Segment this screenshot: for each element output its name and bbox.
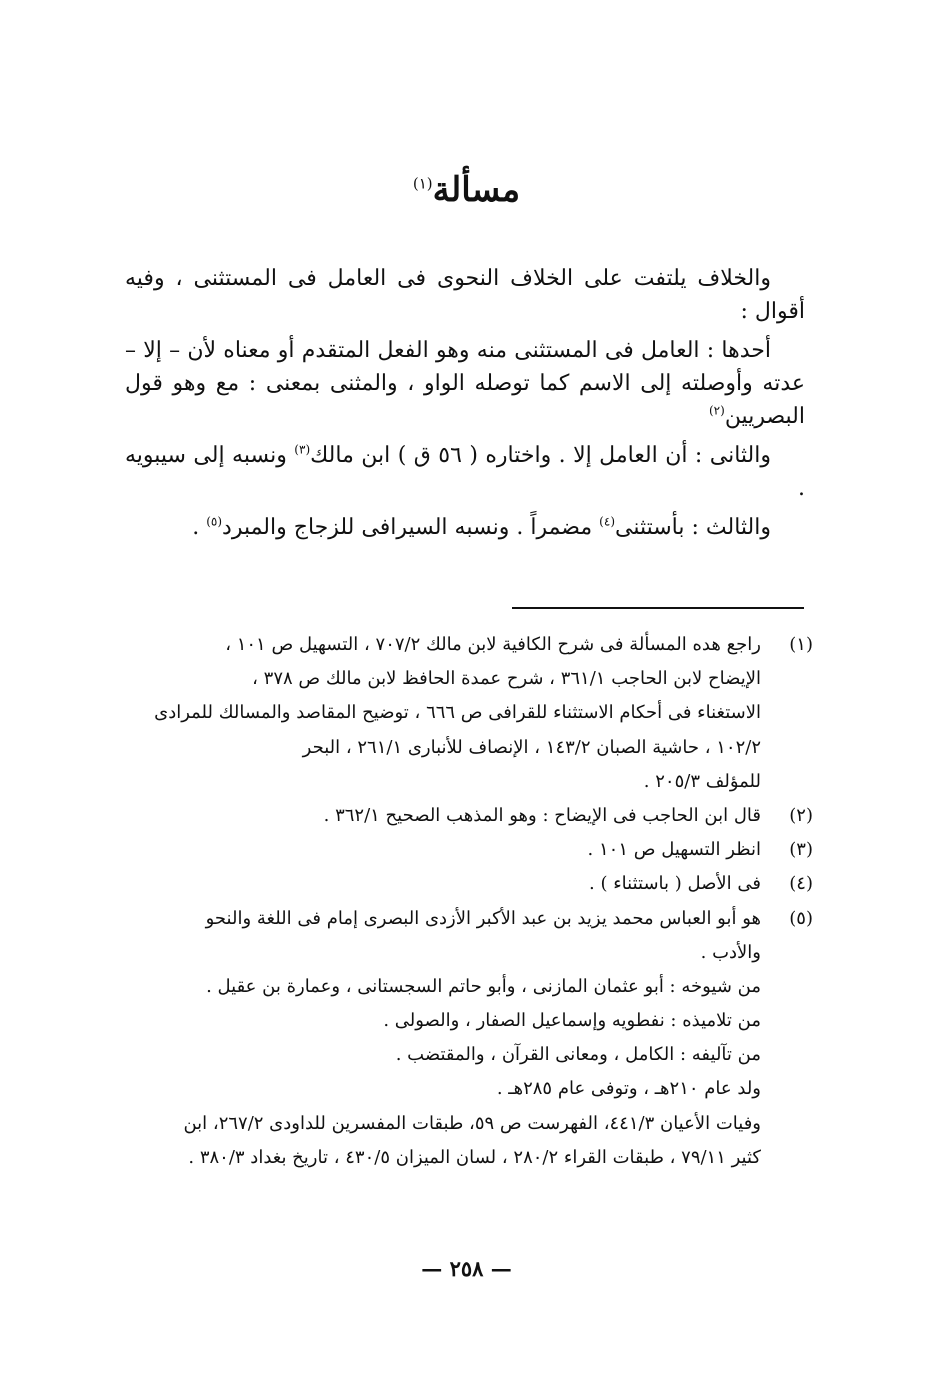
footnote-1	[123, 628, 813, 799]
paragraph-4-footnote-ref-1: (٤)	[599, 514, 615, 529]
footnote-line: وفيات الأعيان ٤٤١/٣، الفهرست ص ٥٩، طبقات المفسرين للداودى ٢٦٧/٢، ابن	[183, 1112, 761, 1134]
footnote-number: (٤)	[789, 873, 813, 895]
footnote-line: قال ابن الحاجب فى الإيضاح : وهو المذهب الصحيح ٣٦٢/١ .	[323, 804, 761, 826]
title-footnote-ref: (١)	[412, 174, 433, 193]
paragraph-3	[125, 439, 805, 505]
page-number: — ٢٥٨ —	[421, 1256, 512, 1281]
paragraph-4-text-a: والثالث : بأستثنى	[615, 515, 771, 540]
footnote-line: كثير ٧٩/١١ ، طبقات القراء ٢٨٠/٢ ، لسان الميزان ٤٣٠/٥ ، تاريخ بغداد ٣٨٠/٣ .	[188, 1146, 761, 1168]
footnote-3	[123, 833, 813, 867]
footnote-line: للمؤلف ٢٠٥/٣ .	[643, 770, 761, 792]
paragraph-4-text-b: مضمراً . ونسبه السيرافى للزجاج والمبرد	[222, 515, 593, 540]
main-text	[125, 262, 805, 550]
section-title	[0, 170, 933, 210]
paragraph-4	[125, 511, 805, 544]
footnote-2	[123, 799, 813, 833]
footnote-line: هو أبو العباس محمد يزيد بن عبد الأكبر الأزدى البصرى إمام فى اللغة والنحو	[205, 907, 761, 929]
footnote-5	[123, 902, 813, 1176]
paragraph-2	[125, 334, 805, 433]
footnote-divider	[512, 607, 804, 609]
footnote-4	[123, 867, 813, 901]
footnote-number: (٥)	[789, 907, 813, 929]
paragraph-2-text: أحدها : العامل فى المستثنى منه وهو الفعل المتقدم أو معناه لأن – إلا – عدته وأوصلته إلى الاسم كما توصله الواو ، والمثنى بمعنى : مع وهو قول البصريين	[125, 338, 805, 429]
paragraph-3-text-b: ونسبه إلى سيبويه .	[125, 443, 805, 501]
paragraph-1: والخلاف يلتفت على الخلاف النحوى فى العامل فى المستثنى ، وفيه أقوال :	[125, 266, 805, 324]
paragraph-3-text-a: والثانى : أن العامل إلا . واختاره ( ٥٦ ق ) ابن مالك	[310, 443, 771, 468]
footnote-line: ١٠٢/٢ ، حاشية الصبان ١٤٣/٢ ، الإنصاف للأنبارى ٢٦١/١ ، البحر	[302, 736, 761, 758]
footnote-text	[123, 902, 761, 1176]
footnote-number: (١)	[789, 634, 813, 655]
footnote-line: فى الأصل ( باستثناء ) .	[589, 873, 761, 895]
footnote-line: الإيضاح لابن الحاجب ٣٦١/١ ، شرح عمدة الحافظ لابن مالك ص ٣٧٨ ،	[252, 668, 761, 690]
footnote-line: انظر التسهيل ص ١٠١ .	[587, 839, 761, 861]
paragraph-2-footnote-ref: (٢)	[708, 403, 725, 418]
footnote-text	[123, 867, 761, 901]
paragraph-3-footnote-ref: (٣)	[294, 442, 311, 457]
footnote-line: من تلاميذه : نفطويه وإسماعيل الصفار ، والصولى .	[383, 1010, 761, 1032]
footnote-line: والأدب .	[700, 941, 761, 963]
footnote-text	[123, 799, 761, 833]
paragraph-4-footnote-ref-2: (٥)	[206, 514, 223, 529]
footnote-text	[123, 833, 761, 867]
footnote-line: الاستغناء فى أحكام الاستثناء للقرافى ص ٦٦٦ ، توضيح المقاصد والمسالك للمرادى	[154, 702, 761, 724]
footnote-number: (٣)	[789, 839, 813, 861]
footnote-line: ولد عام ٢١٠هـ ، وتوفى عام ٢٨٥هـ .	[496, 1078, 761, 1100]
footnote-number: (٢)	[789, 804, 813, 826]
footnote-text	[123, 628, 761, 799]
section-title-text: مسألة	[432, 170, 521, 210]
footnote-line: راجع هده المسألة فى شرح الكافية لابن مالك ٧٠٧/٢ ، التسهيل ص ١٠١ ،	[225, 634, 761, 655]
footnote-line: من شيوخه : أبو عثمان المازنى ، وأبو حاتم السجستانى ، وعمارة بن عقيل .	[206, 975, 761, 997]
paragraph-4-text-c: .	[192, 515, 200, 540]
footnotes	[123, 628, 813, 1175]
footnote-line: من تآليفه : الكامل ، ومعانى القرآن ، والمقتضب .	[395, 1044, 761, 1066]
